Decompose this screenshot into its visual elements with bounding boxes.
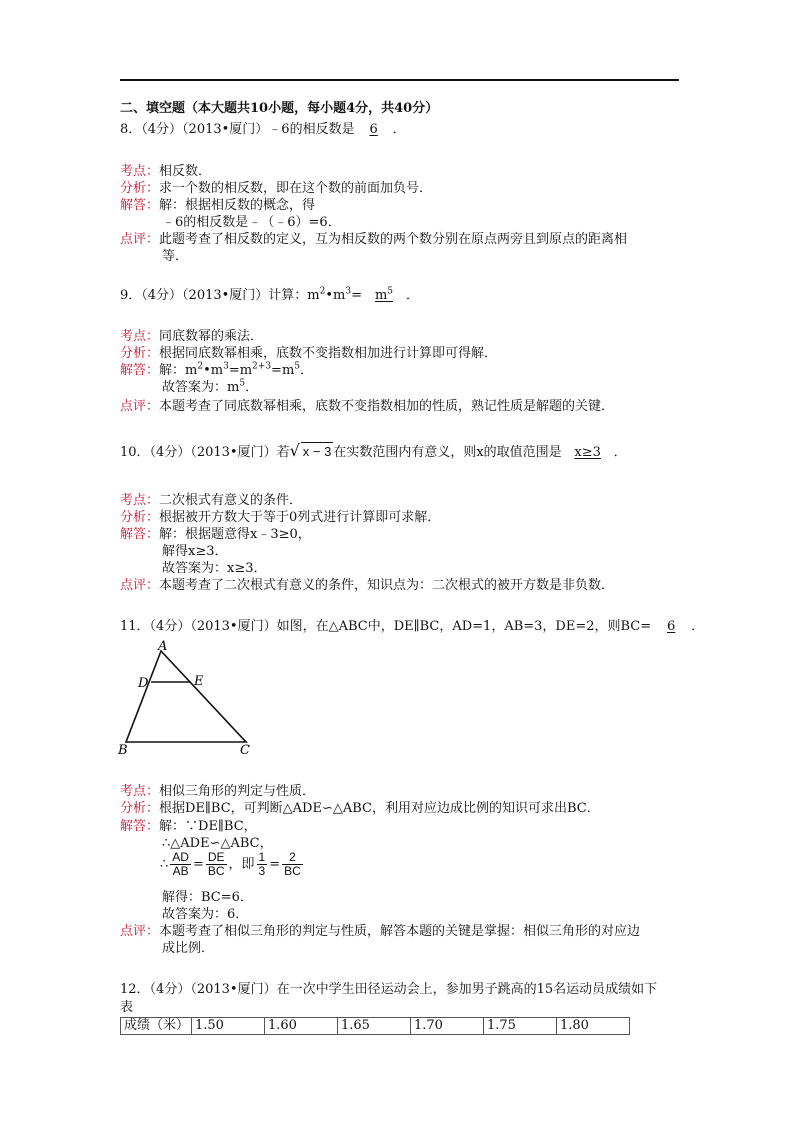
- q10-dianping-text: 本题考查了二次根式有意义的条件，知识点为：二次根式的被开方数是非负数．: [159, 578, 615, 593]
- q9-jieda-t3: =m: [228, 363, 253, 378]
- therefore-symbol: ∴: [160, 857, 169, 872]
- top-rule: [120, 79, 679, 81]
- table-cell: 1.80: [557, 1018, 630, 1035]
- q9-fenxi-text: 根据同底数幂相乘，底数不变指数相加进行计算即可得解．: [159, 346, 498, 361]
- q10-fenxi-text: 根据被开方数大于等于0列式进行计算即可求解．: [159, 510, 441, 525]
- table-cell: 1.75: [484, 1018, 557, 1035]
- jieda-tag: 解答：: [120, 527, 160, 542]
- table-cell: 1.70: [411, 1018, 484, 1035]
- q11-kaodian: [120, 783, 315, 800]
- q8-answer: 6: [369, 122, 378, 137]
- q10-jieda: [120, 526, 311, 543]
- label-c: C: [240, 743, 250, 756]
- q9-suffix: ．: [406, 288, 420, 303]
- dianping-tag: 点评：: [120, 924, 160, 939]
- q9-dianping: [120, 398, 614, 415]
- table-row: [121, 1018, 630, 1035]
- q9-kaodian: [120, 328, 263, 345]
- fenxi-tag: 分析：: [120, 181, 160, 196]
- q8-jieda: [120, 197, 315, 214]
- q10-sqrt: [290, 442, 334, 461]
- question-12-line-2: 表: [120, 1000, 134, 1015]
- q8-kaodian-text: 相反数．: [159, 164, 212, 179]
- q10-answer: x≥3: [574, 445, 601, 460]
- equals-sign: =: [192, 857, 204, 872]
- q11-kaodian-text: 相似三角形的判定与性质．: [159, 784, 316, 799]
- q10-fenxi: [120, 509, 440, 526]
- q11-jieda-line-4: 解得：BC=6．: [162, 890, 253, 905]
- q10-kaodian: [120, 492, 302, 509]
- kaodian-tag: 考点：: [120, 329, 160, 344]
- q10-kaodian-text: 二次根式有意义的条件．: [159, 493, 303, 508]
- question-9: [120, 287, 419, 304]
- q9-prefix: 9．（4分）（2013•厦门）计算：m: [120, 288, 320, 303]
- q11-suffix: ．: [691, 619, 705, 634]
- q9-answer-base: m: [374, 288, 388, 303]
- q10-jieda-line-1: 解：根据题意得x﹣3≥0，: [159, 527, 311, 542]
- sqrt-sign-icon: √: [289, 441, 300, 460]
- q11-fenxi: [120, 800, 600, 817]
- label-b: B: [118, 743, 128, 756]
- q10-jieda-line-3: 故答案为：x≥3．: [162, 561, 267, 576]
- frac-numerator: 2: [282, 851, 303, 865]
- q9-mid: •m: [325, 288, 346, 303]
- q9-answer-exp: 5: [387, 286, 394, 297]
- q9-fenxi: [120, 345, 497, 362]
- q8-fenxi: [120, 180, 432, 197]
- kaodian-tag: 考点：: [120, 784, 160, 799]
- dianping-tag: 点评：: [120, 578, 160, 593]
- q11-dianping-line-1: 本题考查了相似三角形的判定与性质，解答本题的关键是掌握：相似三角形的对应边: [159, 924, 641, 939]
- question-12-line-1: 12．（4分）（2013•厦门）在一次中学生田径运动会上，参加男子跳高的15名运动员成绩如下: [120, 982, 658, 997]
- q9-jieda: [120, 362, 313, 379]
- q9-jieda2-e1: 5: [239, 378, 246, 389]
- q9-jieda-t4: =m: [271, 363, 295, 378]
- frac-denominator: 3: [258, 864, 266, 878]
- q8-kaodian: [120, 163, 211, 180]
- q9-jieda-line-2: [162, 379, 258, 396]
- q11-ji-text: ，即: [228, 857, 255, 872]
- frac-numerator: 1: [258, 850, 266, 864]
- q8-fenxi-text: 求一个数的相反数，即在这个数的前面加负号．: [159, 181, 433, 196]
- fraction-1-3: [257, 851, 268, 878]
- q11-dianping-line-2: 成比例．: [162, 941, 215, 956]
- q11-answer: 6: [667, 619, 676, 634]
- q9-exp-2: 3: [345, 286, 352, 297]
- q9-kaodian-text: 同底数幂的乘法．: [159, 329, 264, 344]
- question-8: [120, 121, 406, 138]
- frac-numerator: AD: [172, 850, 189, 864]
- q11-jieda-line-2: ∴△ADE∽△ABC，: [162, 836, 273, 851]
- fenxi-tag: 分析：: [120, 510, 160, 525]
- q9-jieda-e4: 5: [294, 361, 301, 372]
- label-a: A: [158, 639, 168, 654]
- question-10: [120, 442, 627, 461]
- q10-suffix: ．: [613, 445, 627, 460]
- jieda-tag: 解答：: [120, 819, 160, 834]
- kaodian-tag: 考点：: [120, 493, 160, 508]
- q11-jieda: [120, 818, 257, 835]
- fraction-2-bc: [282, 851, 303, 878]
- table-cell: 1.65: [338, 1018, 411, 1035]
- frac-denominator: AB: [172, 864, 189, 878]
- q9-exp-1: 2: [319, 286, 326, 297]
- q8-prefix: 8．（4分）（2013•厦门）﹣6的相反数是: [120, 122, 355, 137]
- table-cell: 1.60: [265, 1018, 338, 1035]
- q11-jieda-line-5: 故答案为：6．: [162, 907, 249, 922]
- q9-jieda-e2: 3: [223, 361, 229, 372]
- q10-mid: 在实数范围内有意义，则x的取值范围是: [333, 445, 562, 460]
- fraction-de-bc: [206, 851, 227, 878]
- q9-answer: [362, 287, 406, 304]
- triangle-abc: [126, 651, 246, 742]
- q11-jieda-line-1: 解：∵DE∥BC，: [159, 819, 257, 834]
- q8-dianping: [120, 231, 627, 248]
- fraction-ad-ab: [170, 851, 191, 878]
- q10-prefix: 10．（4分）（2013•厦门）若: [120, 445, 290, 460]
- frac-denominator: BC: [284, 864, 301, 878]
- jieda-tag: 解答：: [120, 363, 160, 378]
- dianping-tag: 点评：: [120, 399, 160, 414]
- q8-suffix: ．: [392, 122, 406, 137]
- q9-jieda-t5: ．: [300, 363, 314, 378]
- jieda-tag: 解答：: [120, 198, 160, 213]
- q9-jieda-t1: 解：m: [159, 363, 198, 378]
- frac-denominator: BC: [207, 864, 225, 878]
- q8-jieda-line-1: 解：根据相反数的概念，得: [159, 198, 316, 213]
- section-title: 二、填空题（本大题共10小题，每小题4分，共40分）: [120, 101, 439, 116]
- q11-jieda-line-3: [160, 851, 305, 878]
- q9-equals: =: [351, 288, 362, 303]
- triangle-figure: [112, 638, 262, 756]
- q8-dianping-line-1: 此题考查了相反数的定义，互为相反数的两个数分别在原点两旁且到原点的距离相: [159, 232, 628, 247]
- equals-sign: =: [269, 857, 281, 872]
- q9-jieda-e3: 2+3: [252, 361, 272, 372]
- table-cell: 1.50: [192, 1018, 265, 1035]
- label-d: D: [138, 676, 149, 691]
- dianping-tag: 点评：: [120, 232, 160, 247]
- q9-dianping-text: 本题考查了同底数幂相乘，底数不变指数相加的性质，熟记性质是解题的关键．: [159, 399, 615, 414]
- q9-jieda2-t2: ．: [245, 380, 259, 395]
- q9-jieda-e1: 2: [197, 361, 204, 372]
- q11-dianping: [120, 923, 640, 940]
- score-table: [120, 1017, 630, 1035]
- table-header-cell: 成绩（米）: [121, 1018, 192, 1035]
- q10-radicand: x − 3: [302, 444, 332, 459]
- q11-prefix: 11．（4分）（2013•厦门）如图，在△ABC中，DE∥BC，AD=1，AB=3，DE=2，则BC=: [120, 619, 652, 634]
- q9-jieda2-t1: 故答案为：m: [162, 380, 240, 395]
- q8-jieda-line-2: ﹣6的相反数是﹣（﹣6）=6．: [162, 215, 341, 230]
- q10-dianping: [120, 577, 614, 594]
- fenxi-tag: 分析：: [120, 346, 160, 361]
- q11-fenxi-text: 根据DE∥BC，可判断△ADE∽△ABC，利用对应边成比例的知识可求出BC．: [159, 801, 600, 816]
- frac-numerator: DE: [207, 850, 225, 864]
- q9-jieda-t2: •m: [203, 363, 224, 378]
- kaodian-tag: 考点：: [120, 164, 160, 179]
- question-11: [120, 618, 704, 635]
- q10-jieda-line-2: 解得x≥3．: [162, 544, 228, 559]
- fenxi-tag: 分析：: [120, 801, 160, 816]
- label-e: E: [194, 674, 204, 689]
- q8-dianping-line-2: 等．: [162, 249, 189, 264]
